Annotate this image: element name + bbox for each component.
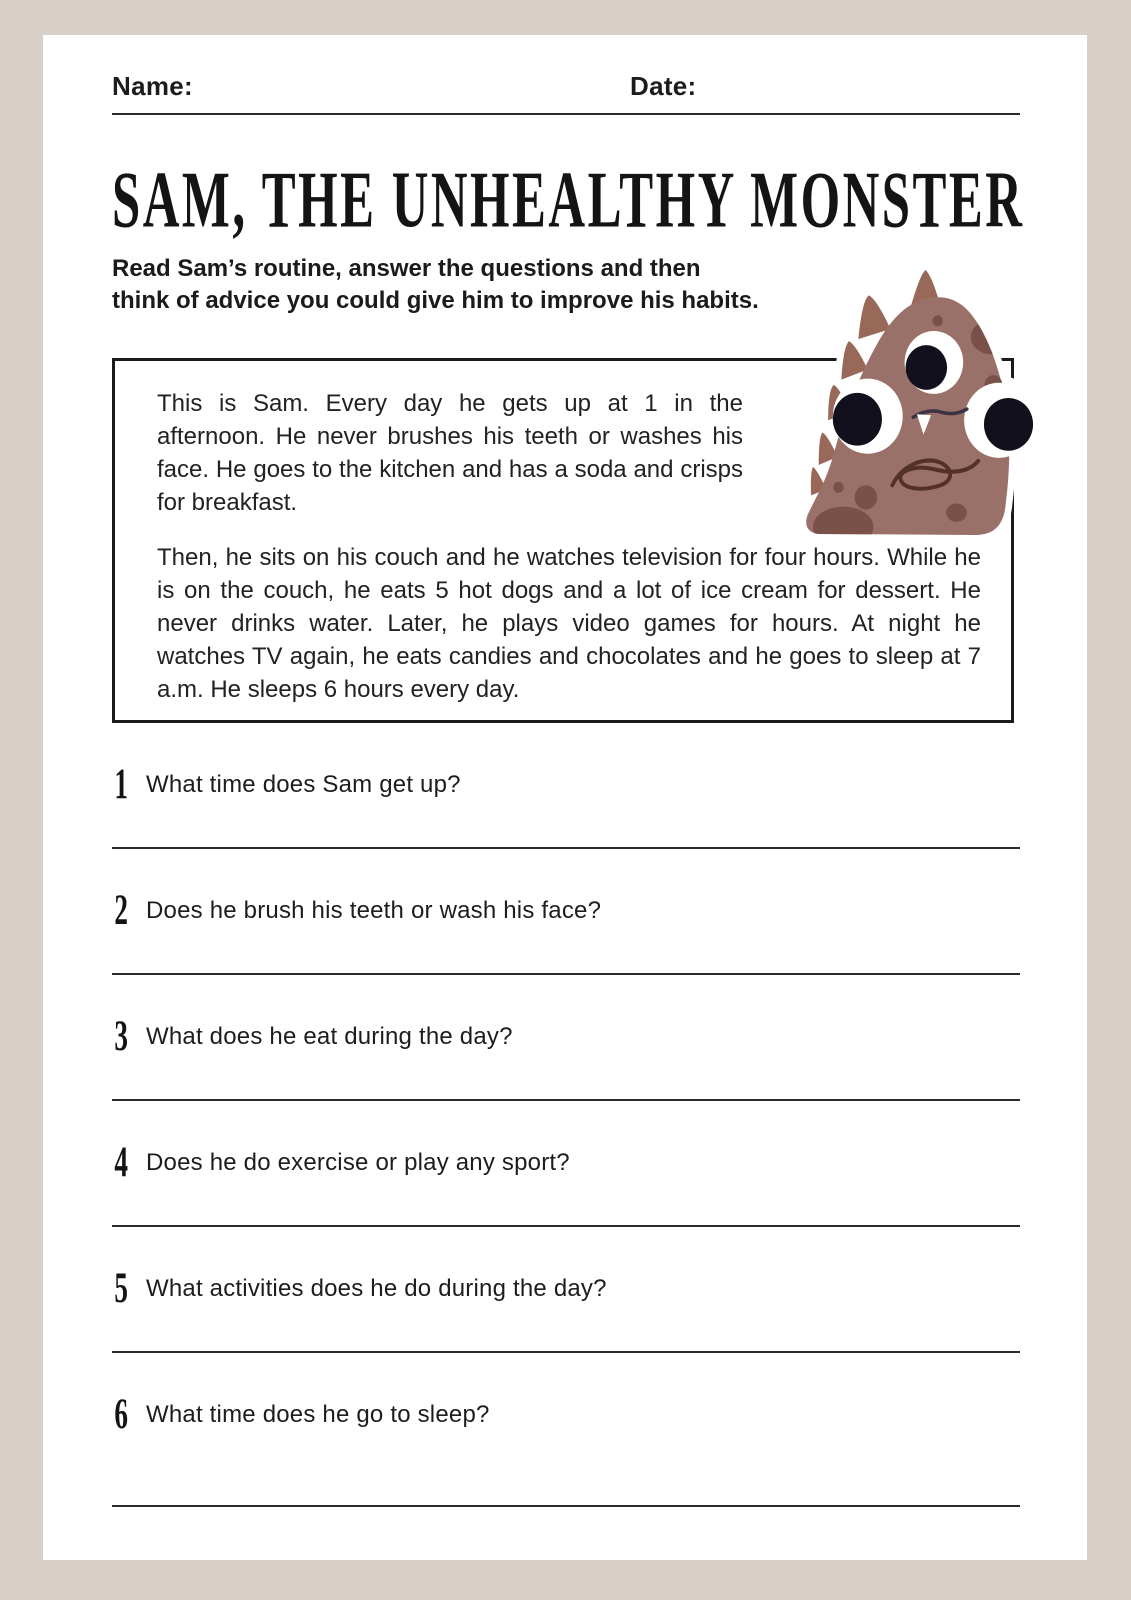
name-date-fill-line[interactable] — [112, 113, 1020, 115]
name-label: Name: — [112, 71, 193, 101]
question-block-1 — [112, 761, 1020, 849]
date-label: Date: — [630, 71, 697, 101]
answer-line-4[interactable] — [112, 1225, 1020, 1227]
question-number: 2 — [114, 887, 128, 935]
question-number: 6 — [114, 1391, 128, 1439]
question-block-6 — [112, 1391, 1020, 1507]
question-text: What does he eat during the day? — [146, 1023, 513, 1051]
question-text: Does he do exercise or play any sport? — [146, 1149, 570, 1177]
question-text: What time does Sam get up? — [146, 771, 461, 799]
paper-sheet — [43, 35, 1087, 1560]
answer-line-2[interactable] — [112, 973, 1020, 975]
monster-illustration — [796, 266, 1034, 536]
name-date-header — [112, 71, 1020, 105]
instructions-line-2: think of advice you could give him to improve his habits. — [112, 286, 759, 314]
question-block-4 — [112, 1139, 1020, 1227]
answer-line-5[interactable] — [112, 1351, 1020, 1353]
monster-icon — [796, 266, 1034, 536]
question-number: 4 — [114, 1139, 128, 1187]
instructions-line-1: Read Sam’s routine, answer the questions and then — [112, 255, 701, 282]
answer-line-1[interactable] — [112, 847, 1020, 849]
question-block-2 — [112, 887, 1020, 975]
answer-line-3[interactable] — [112, 1099, 1020, 1101]
question-number: 5 — [114, 1265, 128, 1313]
title-wrap — [112, 155, 1025, 245]
question-number: 1 — [114, 761, 128, 809]
passage-paragraph-1: This is Sam. Every day he gets up at 1 in the afternoon. He never brushes his teeth or washes his face. He goes to the kitchen and has a soda and crisps for breakfast. — [157, 390, 743, 517]
page-title: SAM, THE UNHEALTHY MONSTER — [112, 156, 1025, 245]
question-text: Does he brush his teeth or wash his face? — [146, 897, 602, 925]
questions-list — [112, 761, 1020, 1507]
answer-line-6[interactable] — [112, 1505, 1020, 1507]
question-text: What time does he go to sleep? — [146, 1401, 490, 1429]
question-block-3 — [112, 1013, 1020, 1101]
question-block-5 — [112, 1265, 1020, 1353]
question-text: What activities does he do during the day? — [146, 1275, 607, 1303]
passage-paragraph-2: Then, he sits on his couch and he watches television for four hours. While he is on the couch, he eats 5 hot dogs and a lot of ice cream for dessert. He never drinks water. Later, he plays video games for hours. At night he watches TV again, he eats candies and chocolates and he goes to sleep at 7 a.m. He sleeps 6 hours every day. — [157, 544, 981, 704]
reading-passage-box — [112, 358, 1014, 723]
question-number: 3 — [114, 1013, 128, 1061]
